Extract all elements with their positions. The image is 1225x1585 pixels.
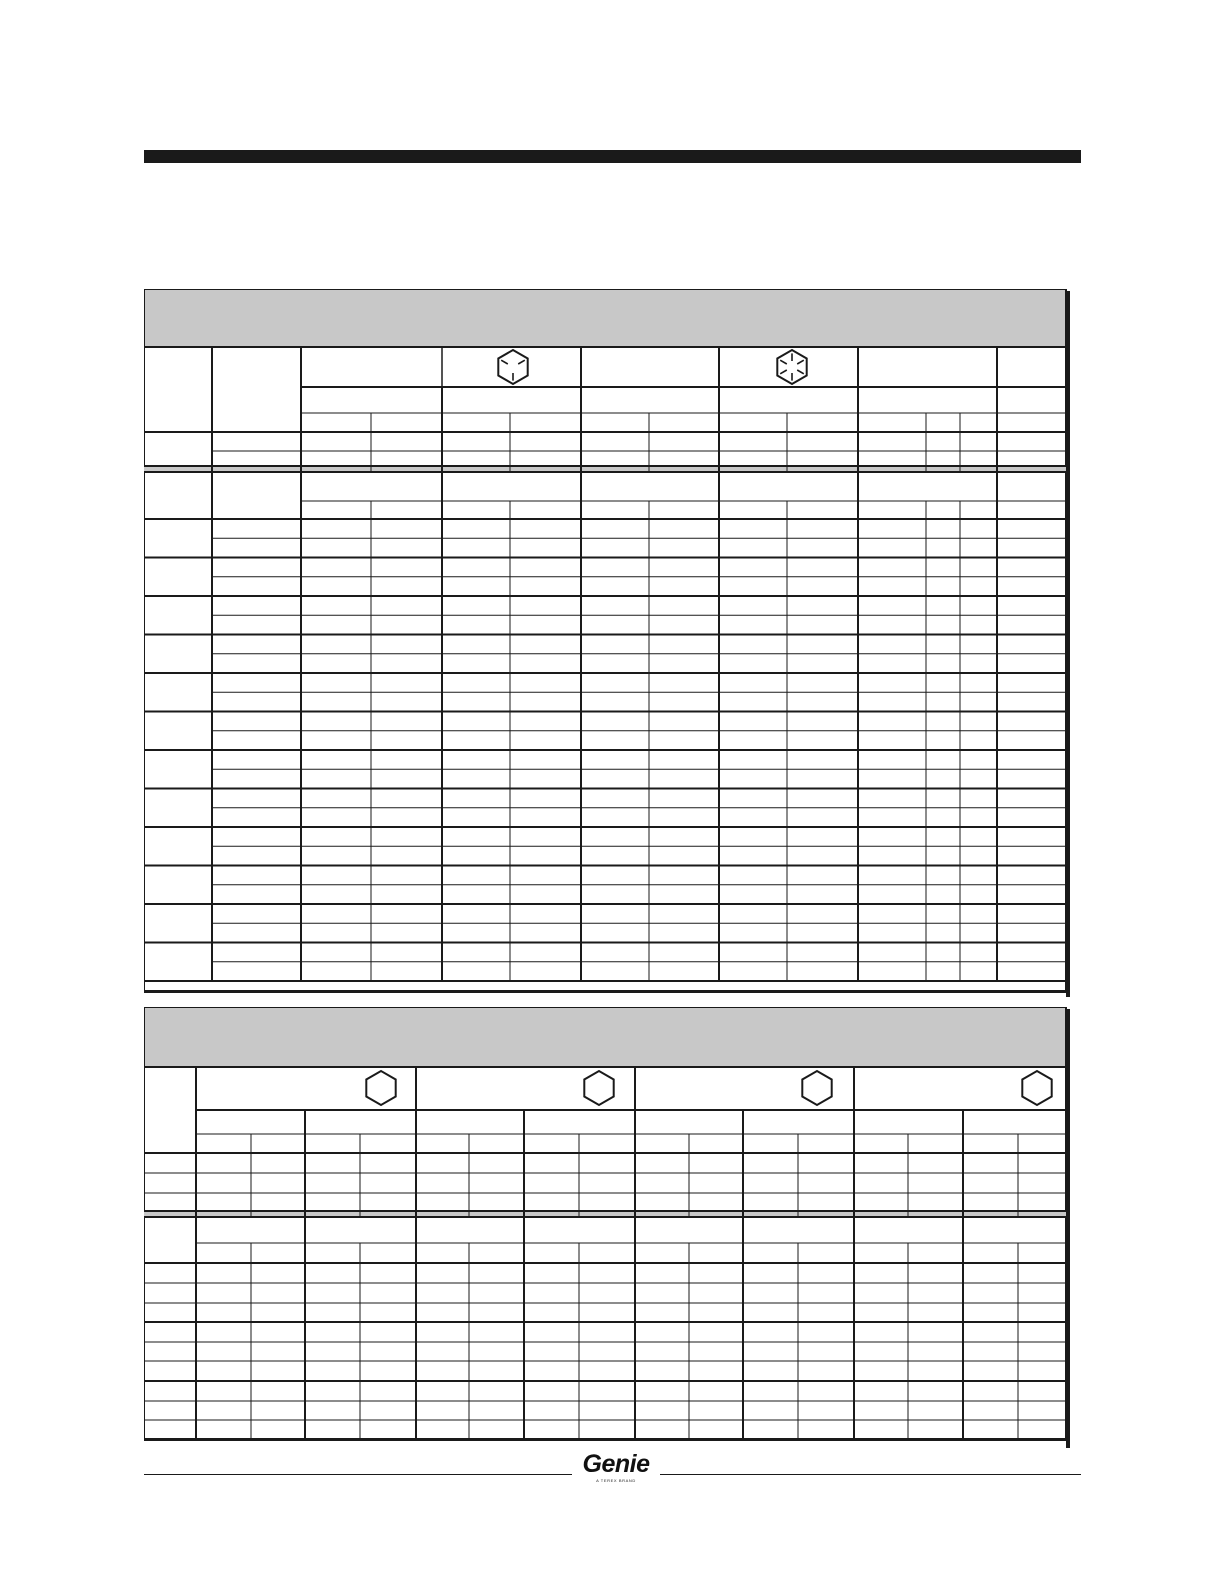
bolt-grade-8-head-icon — [777, 350, 806, 384]
block-separator — [144, 467, 1066, 471]
hex-head-icon — [584, 1071, 613, 1105]
section-title-bar — [144, 150, 1081, 163]
table-border — [144, 1007, 1066, 1439]
hex-head-icon — [1022, 1071, 1051, 1105]
torque-table-sae — [144, 289, 1082, 997]
logo-wordmark: Genie — [582, 1450, 650, 1478]
torque-table-sae-grid — [144, 289, 1082, 997]
hex-head-icon — [366, 1071, 395, 1105]
logo-tagline: A TEREX BRAND — [596, 1478, 636, 1483]
footer-rule-right — [660, 1474, 1081, 1475]
torque-table-metric — [144, 1007, 1082, 1448]
genie-logo — [576, 1452, 656, 1483]
bolt-grade-5-head-icon — [498, 350, 527, 384]
table-header-band — [144, 289, 1066, 347]
table-header-band — [144, 1007, 1066, 1067]
block-separator — [144, 1212, 1066, 1216]
table-border — [144, 289, 1066, 991]
footer-rule-left — [144, 1474, 572, 1475]
torque-table-metric-grid — [144, 1007, 1082, 1448]
hex-head-icon — [802, 1071, 831, 1105]
